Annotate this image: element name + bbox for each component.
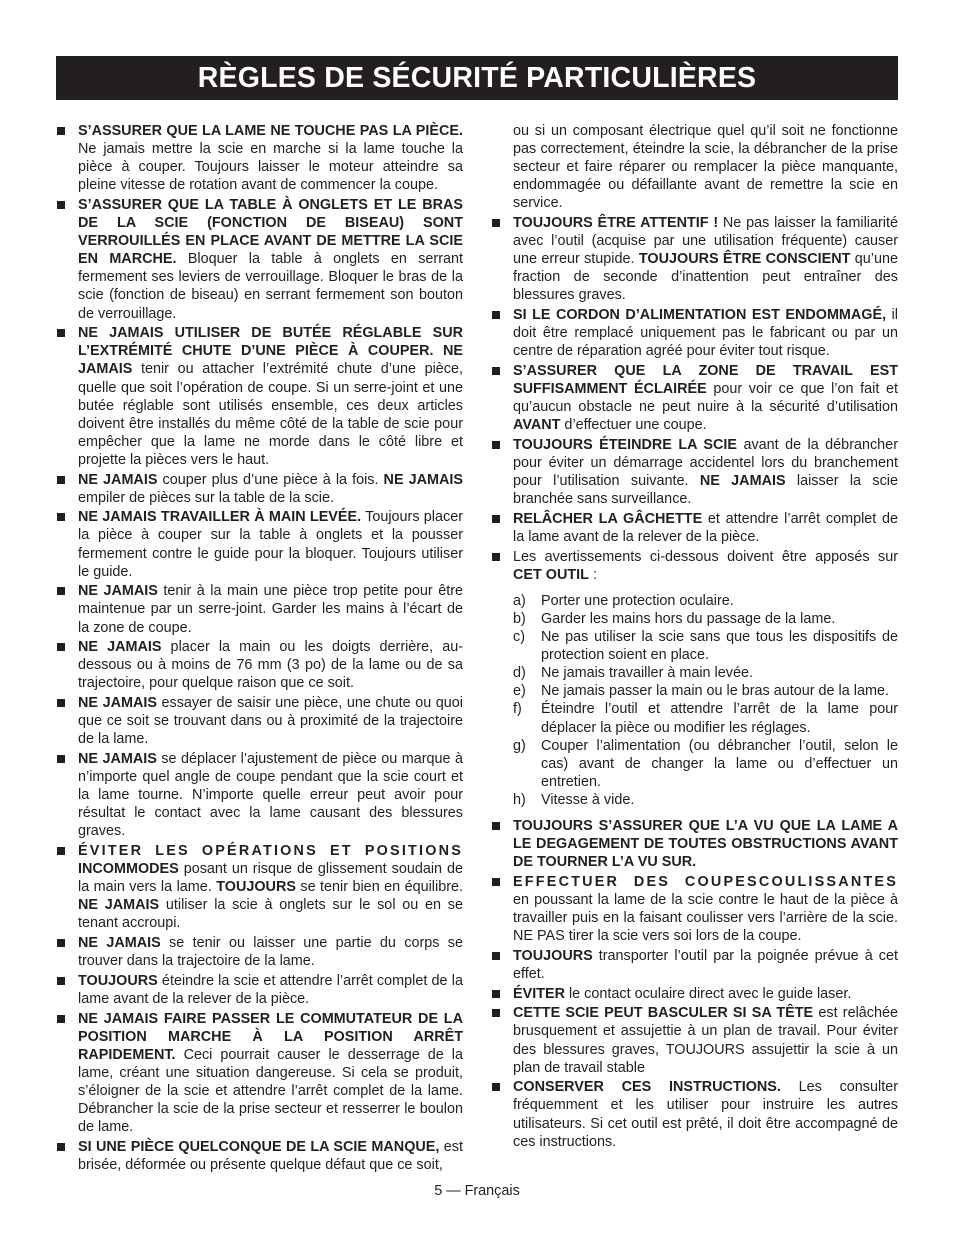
rule-item: ÉVITER le contact oculaire direct avec le guide laser. xyxy=(491,985,898,1003)
rule-item: NE JAMAIS couper plus d’une pièce à la fois. NE JAMAIS empiler de pièces sur la table de la scie. xyxy=(56,471,463,507)
warning-label-item: g) Couper l’alimentation (ou débrancher l’outil, selon le cas) avant de changer la lame ou d’effectuer un entretien. xyxy=(513,737,898,790)
square-bullet-icon xyxy=(57,755,65,763)
page-footer: 5 — Français xyxy=(434,1183,520,1199)
rule-item: ÉVITER LES OPÉRATIONS ET POSITIONS INCOMMODES posant un risque de glissement soudain de la main vers la lame. TOUJOURS se tenir bien en équilibre. NE JAMAIS utiliser la scie à onglets sur le sol ou en se tenant accroupi. xyxy=(56,842,463,932)
square-bullet-icon xyxy=(57,1015,65,1023)
square-bullet-icon xyxy=(492,515,500,523)
rule-item: S’ASSURER QUE LA ZONE DE TRAVAIL EST SUFFISAMMENT ÉCLAIRÉE pour voir ce que l’on fait et qu’aucun obstacle ne peut nuire à la sécurité d’utilisation AVANT d’effectuer une coupe. xyxy=(491,362,898,434)
rule-item: NE JAMAIS tenir à la main une pièce trop petite pour être maintenue par un serre-joint. Garder les mains à l’écart de la zone de coupe. xyxy=(56,582,463,636)
square-bullet-icon xyxy=(57,1143,65,1151)
rule-item-continued: ou si un composant électrique quel qu’il soit ne fonctionne pas correctement, éteindre la scie, la débrancher de la prise secteur et faire réparer ou remplacer la pièce manquante, endommagée ou défaillante avant de remettre la scie en service. xyxy=(513,123,898,212)
square-bullet-icon xyxy=(57,329,65,337)
rule-item: NE JAMAIS placer la main ou les doigts derrière, au-dessous ou à moins de 76 mm (3 po) de la lame ou de sa trajectoire, pour quelque raison que ce soit. xyxy=(56,638,463,692)
warning-labels-list xyxy=(491,592,898,809)
safety-rules-list-left xyxy=(56,122,463,1174)
square-bullet-icon xyxy=(492,878,500,886)
square-bullet-icon xyxy=(492,219,500,227)
rule-item: TOUJOURS ÉTEINDRE LA SCIE avant de la débrancher pour éviter un démarrage accidentel lors du branchement pour l’utilisation suivante. NE JAMAIS laisser la scie branchée sans surveillance. xyxy=(491,436,898,508)
square-bullet-icon xyxy=(492,441,500,449)
left-column xyxy=(56,122,463,1176)
square-bullet-icon xyxy=(492,311,500,319)
safety-rules-list-right xyxy=(491,122,898,584)
rule-item: TOUJOURS S’ASSURER QUE L’A VU QUE LA LAME A LE DEGAGEMENT DE TOUTES OBSTRUCTIONS AVANT DE TOURNER L’A VU SUR. xyxy=(491,817,898,871)
rule-item: TOUJOURS ÊTRE ATTENTIF ! Ne pas laisser la familiarité avec l’outil (acquise par une utilisation fréquente) causer une erreur stupide. TOUJOURS ÊTRE CONSCIENT qu’une fraction de seconde d’inattention peut entraîner des blessures graves. xyxy=(491,214,898,304)
square-bullet-icon xyxy=(57,939,65,947)
square-bullet-icon xyxy=(492,990,500,998)
warning-label-item: h) Vitesse à vide. xyxy=(513,791,635,808)
safety-rules-list-right-2 xyxy=(491,817,898,1151)
warning-label-item: d) Ne jamais travailler à main levée. xyxy=(513,665,753,682)
rule-item: Les avertissements ci-dessous doivent être apposés sur CET OUTIL : xyxy=(491,548,898,584)
rule-item: CETTE SCIE PEUT BASCULER SI SA TÊTE est relâchée brusquement et assujettie à un plan de travail. Pour éviter des blessures graves, TOUJOURS assujettir la scie à un plan de travail stable xyxy=(491,1004,898,1076)
page-title: RÈGLES DE SÉCURITÉ PARTICULIÈRES xyxy=(197,62,757,94)
warning-label-item: b) Garder les mains hors du passage de la lame. xyxy=(513,611,836,627)
rule-item: NE JAMAIS TRAVAILLER À MAIN LEVÉE. Toujours placer la pièce à couper sur la table à onglets et la pousser fermement contre le guide pour la bloquer. Toujours utiliser le guide. xyxy=(56,508,463,580)
warning-label-item: c) Ne pas utiliser la scie sans que tous les dispositifs de protection soient en place. xyxy=(513,629,898,664)
square-bullet-icon xyxy=(492,367,500,375)
square-bullet-icon xyxy=(57,587,65,595)
square-bullet-icon xyxy=(492,553,500,561)
rule-item: CONSERVER CES INSTRUCTIONS. Les consulter fréquemment et les utiliser pour instruire les autres utilisateurs. Si cet outil est prêté, il doit être accompagné de ces instructions. xyxy=(491,1078,898,1150)
rule-item: NE JAMAIS se déplacer l’ajustement de pièce ou marque à n’importe quel angle de coupe pendant que la scie court et la lame tourne. N’importe quelle erreur peut avoir pour résultat le contact avec la lame causant des blessures graves. xyxy=(56,750,463,840)
rule-item: NE JAMAIS FAIRE PASSER LE COMMUTATEUR DE LA POSITION MARCHE À LA POSITION ARRÊT RAPIDEMENT. Ceci pourrait causer le desserrage de la lame, créant une situation dangereuse. Si cela se produit, s’éloigner de la scie et attendre l’arrêt complet de la lame. Débrancher la scie de la prise secteur et resserrer le boulon de lame. xyxy=(56,1010,463,1137)
rule-item: RELÂCHER LA GÂCHETTE et attendre l’arrêt complet de la lame avant de la relever de la pièce. xyxy=(491,510,898,546)
rule-item: S’ASSURER QUE LA LAME NE TOUCHE PAS LA PIÈCE. Ne jamais mettre la scie en marche si la lame touche la pièce à couper. Toujours laisser le moteur atteindre sa pleine vitesse de rotation avant de commencer la coupe. xyxy=(56,122,463,194)
square-bullet-icon xyxy=(57,476,65,484)
square-bullet-icon xyxy=(57,699,65,707)
square-bullet-icon xyxy=(57,513,65,521)
square-bullet-icon xyxy=(57,127,65,135)
rule-item: TOUJOURS éteindre la scie et attendre l’arrêt complet de la lame avant de la relever de la pièce. xyxy=(56,972,463,1008)
square-bullet-icon xyxy=(492,1009,500,1017)
square-bullet-icon xyxy=(57,847,65,855)
rule-item: S’ASSURER QUE LA TABLE À ONGLETS ET LE BRAS DE LA SCIE (FONCTION DE BISEAU) SONT VERROUILLÉS EN PLACE AVANT DE METTRE LA SCIE EN MARCHE. Bloquer la table à onglets en serrant fermement ses leviers de verrouillage. Bloquer le bras de la scie (fonction de biseau) en serrant fermement son bouton de verrouillage. xyxy=(56,196,463,323)
rule-item: NE JAMAIS se tenir ou laisser une partie du corps se trouver dans la trajectoire de la lame. xyxy=(56,934,463,970)
square-bullet-icon xyxy=(57,643,65,651)
warning-label-item: e) Ne jamais passer la main ou le bras autour de la lame. xyxy=(513,683,889,700)
rule-item: NE JAMAIS UTILISER DE BUTÉE RÉGLABLE SUR L’EXTRÉMITÉ CHUTE D’UNE PIÈCE À COUPER. NE JAMAIS tenir ou attacher l’extrémité chute d’une pièce, quelle que soit l’opération de coupe. Si un serre-joint et une butée réglable sont utilisés ensemble, ces deux articles doivent être installés du même côté de la table de scie pour empêcher que la lame ne morde dans le côté libre et projette la pièces vers le haut. xyxy=(56,324,463,469)
rule-item: SI LE CORDON D’ALIMENTATION EST ENDOMMAGÉ, il doit être remplacé uniquement pas le fabricant ou par un centre de réparation agréé pour éviter tout risque. xyxy=(491,306,898,360)
right-column xyxy=(491,122,898,1152)
warning-label-item: f) Éteindre l’outil et attendre l’arrêt de la lame pour déplacer la pièce ou modifier les réglages. xyxy=(513,701,898,736)
warning-label-item: a) Porter une protection oculaire. xyxy=(513,592,734,609)
square-bullet-icon xyxy=(57,201,65,209)
square-bullet-icon xyxy=(492,822,500,830)
square-bullet-icon xyxy=(492,1083,500,1091)
rule-item: TOUJOURS transporter l’outil par la poignée prévue à cet effet. xyxy=(491,947,898,983)
rule-item: EFFECTUER DES COUPESCOULISSANTES en poussant la lame de la scie contre le haut de la pièce à travailler puis en la faisant coulisser vers l’arrière de la scie. NE PAS tirer la scie vers soi lors de la coupe. xyxy=(491,873,898,945)
section-header-band xyxy=(56,56,898,100)
rule-item: SI UNE PIÈCE QUELCONQUE DE LA SCIE MANQUE, est brisée, déformée ou présente quelque défaut que ce soit, xyxy=(56,1138,463,1174)
square-bullet-icon xyxy=(492,952,500,960)
square-bullet-icon xyxy=(57,977,65,985)
rule-item: NE JAMAIS essayer de saisir une pièce, une chute ou quoi que ce soit se trouvant dans ou à proximité de la trajectoire de la lame. xyxy=(56,694,463,748)
